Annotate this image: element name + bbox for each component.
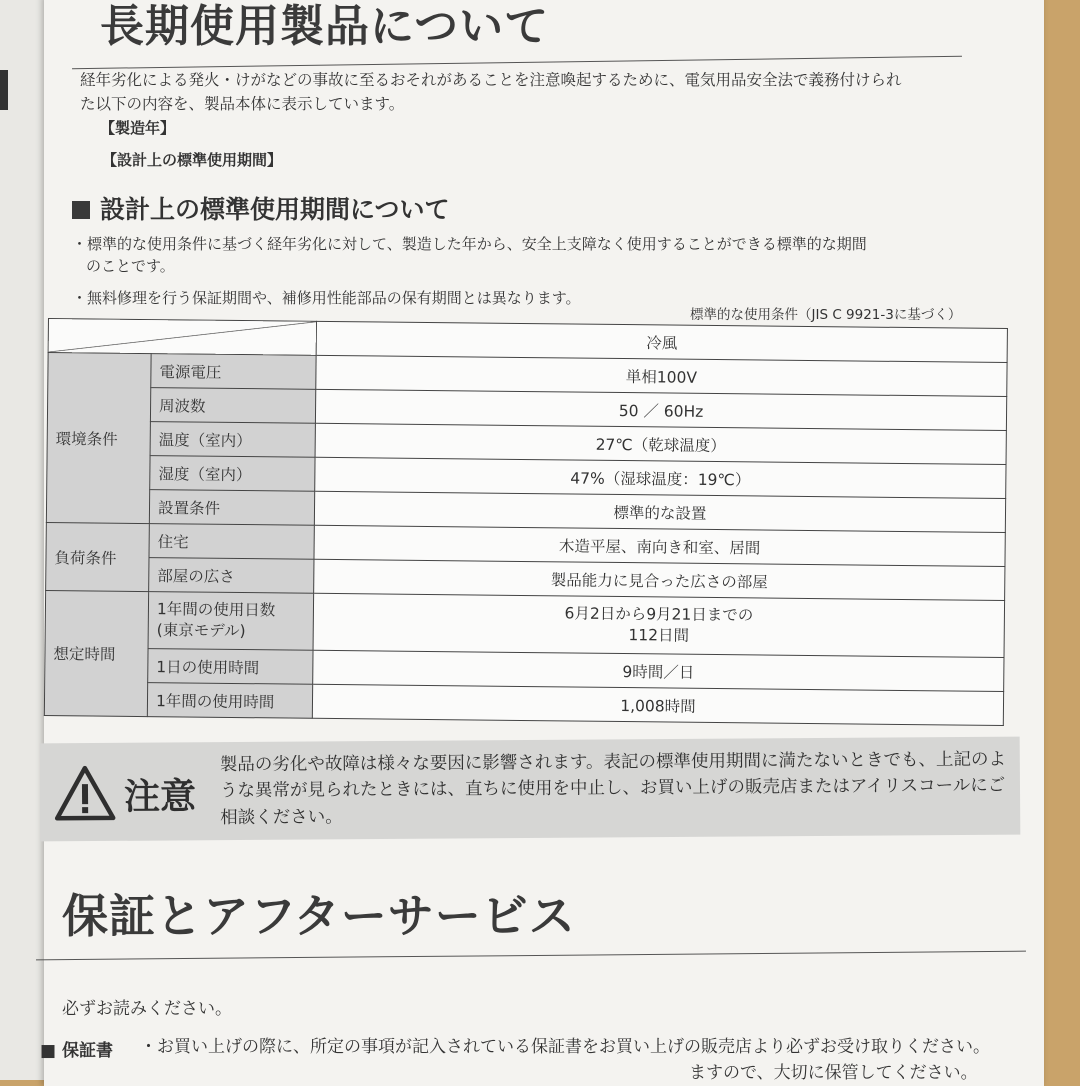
caution-text: 製品の劣化や故障は様々な要因に影響されます。表記の標準使用期間に満たないときでも、上記のような異常が見られたときには、直ちに使用を中止し、お買い上げの販売店またはアイリスコールにご相談ください。: [219, 749, 1006, 828]
row-label: 部屋の広さ: [149, 558, 314, 594]
bullet-line-2: のことです。: [86, 257, 175, 275]
bullet-line-1: ・標準的な使用条件に基づく経年劣化に対して、製造した年から、安全上支障なく使用することができる標準的な期間: [72, 235, 867, 253]
warranty-text-2: ますので、大切に保管してください。: [60, 1063, 978, 1083]
table-caption: 標準的な使用条件（JIS C 9921-3に基づく）: [690, 307, 962, 323]
row-value-line-1: 6月2日から9月21日までの: [564, 604, 754, 625]
row-value: 27℃（乾球温度）: [315, 423, 1006, 464]
table-header-cold-air: 冷風: [316, 321, 1007, 362]
table-row: [45, 590, 1005, 657]
intro-line-2: た以下の内容を、製品本体に表示しています。: [80, 95, 405, 113]
label-manufacture-year: 【製造年】: [100, 119, 176, 137]
row-label: 温度（室内）: [150, 422, 315, 458]
row-value: 50 ／ 60Hz: [315, 389, 1006, 430]
caution-title: 注意: [123, 776, 197, 818]
row-label: 電源電圧: [151, 354, 316, 390]
group-assumed-time: 想定時間: [44, 590, 148, 716]
section-heading-standard-period: [72, 190, 450, 226]
row-label: [148, 592, 314, 651]
group-environment: 環境条件: [46, 353, 151, 524]
row-value-line-2: 112日間: [628, 626, 690, 645]
read-note: 必ずお読みください。: [62, 999, 232, 1019]
label-standard-period: 【設計上の標準使用期間】: [102, 151, 283, 169]
row-label: 1日の使用時間: [148, 649, 313, 685]
row-label: 湿度（室内）: [150, 456, 315, 492]
row-value: [313, 593, 1005, 657]
row-value: 製品能力に見合った広さの部屋: [314, 559, 1005, 600]
row-value: 標準的な設置: [314, 491, 1005, 532]
row-label: 1年間の使用時間: [147, 683, 312, 719]
row-value: 47%（湿球温度：19℃）: [315, 457, 1006, 498]
caution-box: [40, 737, 1021, 842]
standard-conditions-table: [44, 318, 1008, 726]
row-value: 1,008時間: [312, 684, 1003, 725]
heading-long-term-use: 長期使用製品について: [100, 1, 550, 52]
heading-warranty-service: 保証とアフターサービス: [62, 889, 576, 943]
row-value: 単相100V: [316, 355, 1007, 396]
section-heading-text: 設計上の標準使用期間について: [100, 195, 450, 224]
facing-page-edge: [0, 0, 47, 1080]
row-value: 9時間／日: [313, 650, 1004, 691]
row-label: 設置条件: [149, 490, 314, 526]
group-load: 負荷条件: [46, 522, 150, 591]
row-label-line-1: 1年間の使用日数: [156, 600, 276, 620]
row-label: 周波数: [150, 388, 315, 424]
row-label-line-2: (東京モデル): [156, 621, 246, 641]
warranty-section-title: ■ 保証書: [40, 1041, 113, 1061]
bullet-line-3: ・無料修理を行う保証期間や、補修用性能部品の保有期間とは異なります。: [72, 289, 581, 307]
square-bullet-icon: [72, 201, 90, 219]
row-label: 住宅: [149, 524, 314, 560]
intro-line-1: 経年劣化による発火・けがなどの事故に至るおそれがあることを注意喚起するために、電気用品安全法で義務付けられ: [80, 71, 902, 89]
row-value: 木造平屋、南向き和室、居間: [314, 525, 1005, 566]
table-corner-cell: [48, 319, 316, 356]
warning-triangle-icon: [54, 765, 116, 821]
facing-page-mark: [0, 70, 8, 110]
warranty-text: ・お買い上げの際に、所定の事項が記入されている保証書をお買い上げの販売店より必ずお受け取りください。: [140, 1037, 990, 1057]
